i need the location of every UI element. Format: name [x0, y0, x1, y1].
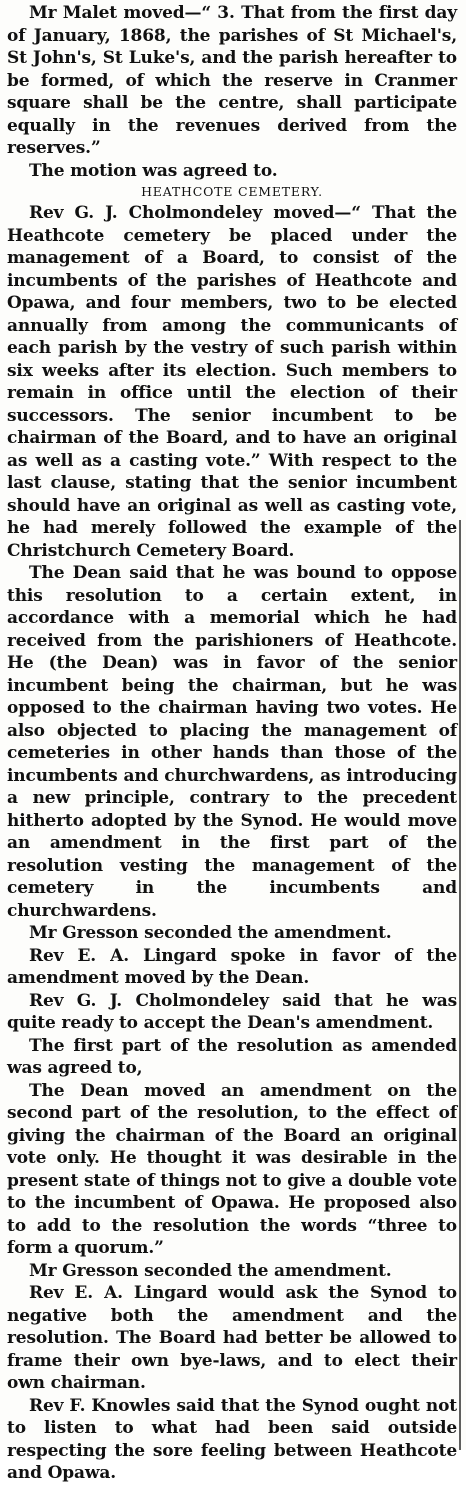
paragraph-cholmondeley-motion: Rev G. J. Cholmondeley moved—“ That the Heathcote cemetery be placed under the management of a Board, to consist of the incumbents of the parishes of Heathcote and Opawa, and four members, two to be elected annually from among the communicants of each parish by the vestry of such parish within six weeks after its election. Such members to remain in office until the election of their successors. The senior incumbent to be chairman of the Board, and to have an original as well as a casting vote.” With respect to the last clause, stating that the senior incumbent should have an original as well as casting vote, he had merely followed the example of the Christchurch Cemetery Board. [7, 203, 457, 561]
article-column [7, 2, 457, 1485]
paragraph-dean-amendment-two: The Dean moved an amendment on the second part of the resolution, to the effect of giving the chairman of the Board an original vote only. He thought it was desirable in the present state of things not to give a double vote to the incumbent of Opawa. He proposed also to add to the resolution the words “three to form a quorum.” [7, 1080, 457, 1258]
paragraph-motion-agreed: The motion was agreed to. [29, 160, 278, 181]
paragraph-malet-motion: Mr Malet moved—“ 3. That from the first day of January, 1868, the parishes of St Michael's, St John's, St Luke's, and the parish hereafter to be formed, of which the reserve in Cranmer square shall be the centre, shall participate equally in the revenues derived from the reserves.” [7, 3, 457, 158]
paragraph-dean-objection: The Dean said that he was bound to oppose this resolution to a certain extent, in accordance with a memorial which he had received from the parishioners of Heathcote. He (the Dean) was in favor of the senior incumbent being the chairman, but he was opposed to the chairman having two votes. He also objected to placing the management of cemeteries in other hands than those of the incumbents and churchwardens, as introducing a new principle, contrary to the precedent hitherto adopted by the Synod. He would move an amendment in the first part of the resolution vesting the management of the cemetery in the incumbents and churchwardens. [7, 563, 457, 921]
paragraph-first-part-agreed: The first part of the resolution as amended was agreed to, [7, 1035, 457, 1078]
paragraph-lingard-negative: Rev E. A. Lingard would ask the Synod to negative both the amendment and the resolution. The Board had better be allowed to frame their own bye-laws, and to elect their own chairman. [7, 1283, 457, 1393]
paragraph-lingard-favor: Rev E. A. Lingard spoke in favor of the amendment moved by the Dean. [7, 945, 457, 988]
paragraph-knowles: Rev F. Knowles said that the Synod ought not to listen to what had been said outside respecting the sore feeling between Heathcote and Opawa. [7, 1395, 457, 1483]
section-heading: HEATHCOTE CEMETERY. [141, 184, 323, 199]
paragraph-gresson-seconded-1: Mr Gresson seconded the amendment. [29, 923, 392, 943]
paragraph-gresson-seconded-2: Mr Gresson seconded the amendment. [29, 1260, 392, 1281]
column-rule [459, 520, 461, 1450]
paragraph-cholmondeley-accepts: Rev G. J. Cholmondeley said that he was quite ready to accept the Dean's amendment. [7, 990, 457, 1033]
